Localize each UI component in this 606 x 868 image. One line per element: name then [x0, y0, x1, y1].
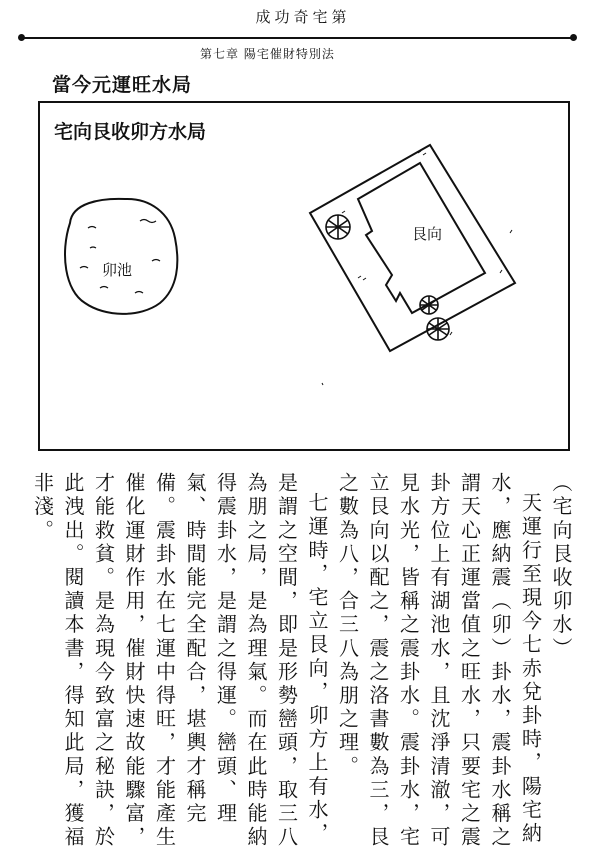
body-paragraph-2: 七運時，宅立艮向，卯方上有水，是謂之空間，即是形勢巒頭，取三八為朋之局，是為理氣。而在此時能納得震卦水，是謂之得運。巒頭、理氣、時間能完全配合，堪輿才稱完備。震卦水在七運中得旺，才能產生催化運財作用，催財快速故能驟富，才能救貧。是為現今致富之秘訣，於此洩出。閱讀本書，得知此局，獲福非淺。 — [30, 472, 329, 850]
body-text — [30, 472, 576, 852]
running-header-title: 成功奇宅第 — [255, 8, 351, 26]
diagram-frame — [38, 101, 570, 451]
section-title: 當今元運旺水局 — [52, 74, 193, 96]
lot-boundary — [310, 145, 515, 351]
diagram-drawing — [40, 103, 568, 449]
pond-outline — [65, 199, 177, 314]
grass-marks — [322, 151, 512, 385]
body-note: （宅向艮收卯水） — [549, 472, 573, 661]
pond-label: 卯池 — [102, 261, 133, 279]
tree-icon — [420, 296, 438, 314]
body-paragraph-1: 天運行至現今七赤兌卦時，陽宅納水，應納震（卯）卦水，震卦水稱之謂天心正運當值之旺水，只要宅之震卦方位上有湖池水，且沈淨清澈，可見水光，皆稱之震卦水。震卦水，宅立艮向以配之，震之洛書數為三，艮之數為八，合三八為朋之理。 — [335, 472, 543, 850]
tree-icon — [427, 318, 449, 340]
diagram-title: 宅向艮收卯方水局 — [54, 121, 207, 143]
rule-right-dot — [570, 34, 577, 41]
pond-ripples — [80, 220, 160, 294]
tree-icon — [326, 215, 350, 239]
header-rule — [22, 37, 574, 39]
chapter-heading: 第七章 陽宅催財特別法 — [200, 47, 335, 61]
house-label: 艮向 — [412, 225, 443, 243]
